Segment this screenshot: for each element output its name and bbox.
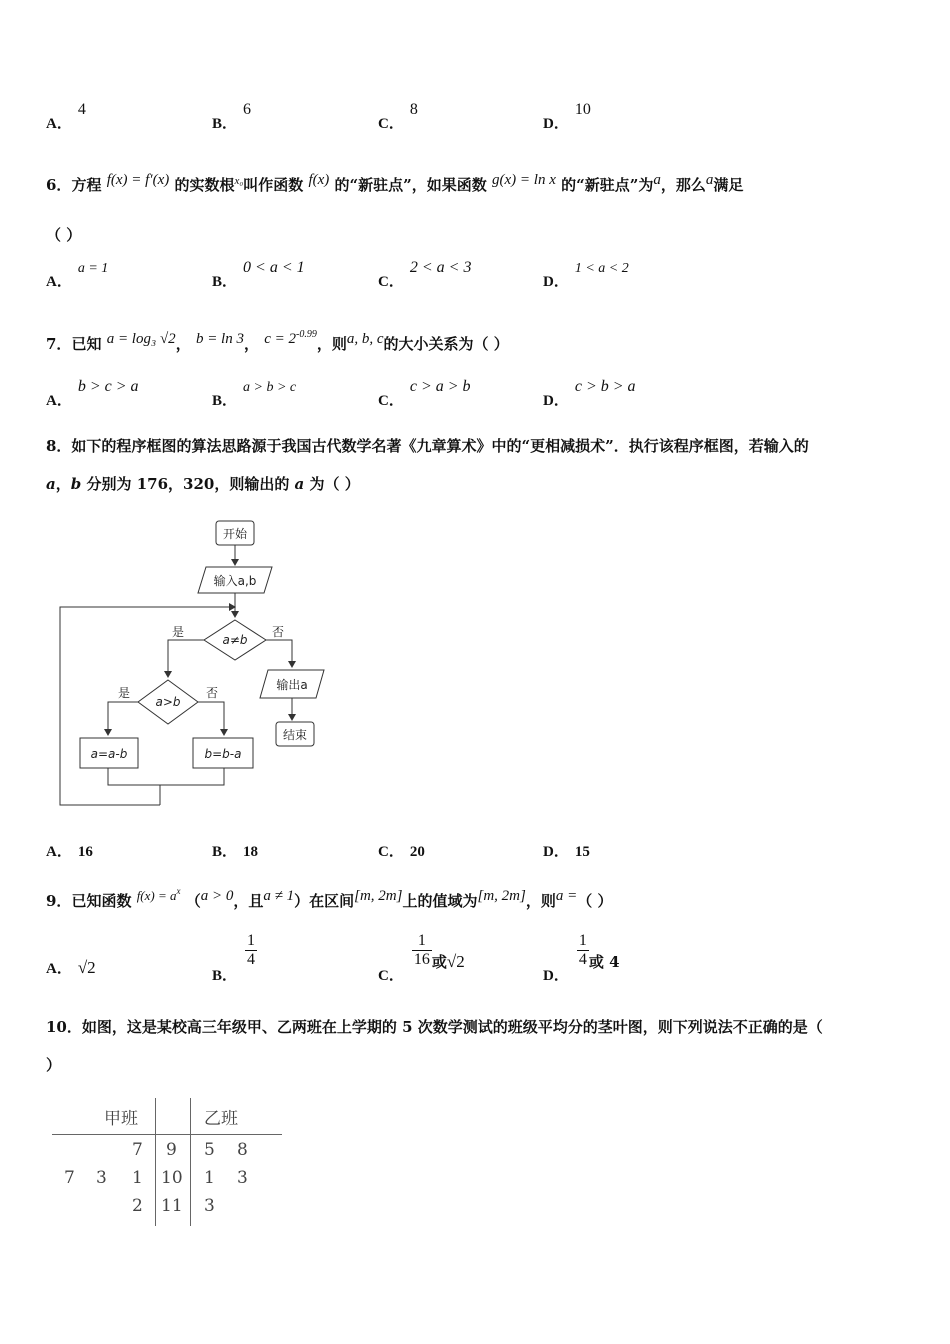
leaf-left: 7 [64,1168,75,1188]
leaf-right: 3 [237,1168,248,1188]
flow-arrow [108,702,138,735]
stem-leaf-vline [155,1098,156,1226]
q6-stem: 6．方程 f(x) = f′(x) 的实数根$^{x_0}$叫作函数 f(x) 的“新驻点”，如果函数 g(x) = ln x 的“新驻点”为a，那么a满足 [46,172,744,194]
flow-arrow [266,640,292,667]
q5-option-b: B．6 [212,101,252,132]
q5-option-d: D．10 [543,101,591,132]
q6-option-d: D．1 < a < 2 [543,261,629,290]
stem: 11 [161,1196,183,1216]
flow-cond2-text: a>b [155,695,181,709]
q5-option-c: C．8 [378,101,418,132]
q7-option-a: A．b > c > a [46,378,139,409]
q8-line2: a，b 分别为 176，320，则输出的 a 为（ ） [46,475,360,493]
q9-option-d: D． $\frac{1}{4}$ 或 4 [543,932,620,984]
q9-stem: 9．已知函数 $f(x) = a^x$ （a > 0，且a ≠ 1）在区间[m, 2m]上的值域为[m, 2m]，则a =（ ） [46,886,613,910]
q8-line1: 8．如下的程序框图的算法思路源于我国古代数学名著《九章算术》中的“更相减损术”．执行该程序框图，若输入的 [46,437,809,455]
leaf-right: 3 [204,1196,215,1216]
flow-proc2-text: b=b-a [204,747,242,761]
q8-option-c: C． 20 [378,844,425,860]
stem-leaf-left-header: 甲班 [104,1109,138,1129]
q6-option-b: B．0 < a < 1 [212,259,305,290]
q5-option-a: A．4 [46,101,86,132]
flow-output-text: 输出a [276,678,308,692]
flow-merge-line [108,768,224,785]
q7-option-b: B．a > b > c [212,380,297,409]
stem: 10 [161,1168,183,1188]
flow-yes2: 是 [117,686,131,700]
q6-paren: （ ） [46,226,82,244]
flow-no2: 否 [205,686,219,700]
stem: 9 [166,1140,177,1160]
flowchart [50,515,340,815]
q8-option-b: B． 18 [212,844,259,860]
flow-no1: 否 [271,625,285,639]
leaf-right: 8 [237,1140,248,1160]
flow-input-text: 输入a,b [213,574,257,588]
q6-option-c: C．2 < a < 3 [378,259,472,290]
leaf-right: 5 [204,1140,215,1160]
leaf-left: 2 [132,1196,143,1216]
q7-option-c: C．c > a > b [378,378,471,409]
q9-option-c: C． $\frac{1}{16}$ 或√2 [378,932,465,984]
q8-option-d: D． 15 [543,844,590,860]
leaf-left: 1 [132,1168,143,1188]
stem-leaf-plot [52,1098,284,1230]
q9-option-b: B． $\frac{1}{4}$ [212,932,256,984]
q7-option-d: D．c > b > a [543,378,636,409]
flow-arrow [198,702,224,735]
stem-leaf-vline [190,1098,191,1226]
flow-start-text: 开始 [222,527,248,541]
flow-arrow [168,640,204,677]
flow-proc1-text: a=a-b [90,747,128,761]
flow-cond1-text: a≠b [222,633,248,647]
leaf-left: 3 [96,1168,107,1188]
q8-option-a: A． 16 [46,844,93,860]
q7-stem: 7．已知 a = log₃ √2， b = ln 3， $c = 2^{-0.99}$，则a, b, c的大小关系为（ ） [46,329,509,353]
stem-leaf-hline [52,1134,282,1135]
flow-yes1: 是 [171,625,185,639]
flow-end-text: 结束 [282,728,308,742]
q10-line2: ） [46,1056,62,1074]
stem-leaf-right-header: 乙班 [204,1109,238,1129]
q9-option-a: A． √2 [46,958,96,977]
leaf-left: 7 [132,1140,143,1160]
q10-line1: 10．如图，这是某校高三年级甲、乙两班在上学期的 5 次数学测试的班级平均分的茎叶图，则下列说法不正确的是（ [46,1018,823,1036]
q6-option-a: A．a = 1 [46,261,109,290]
leaf-right: 1 [204,1168,215,1188]
